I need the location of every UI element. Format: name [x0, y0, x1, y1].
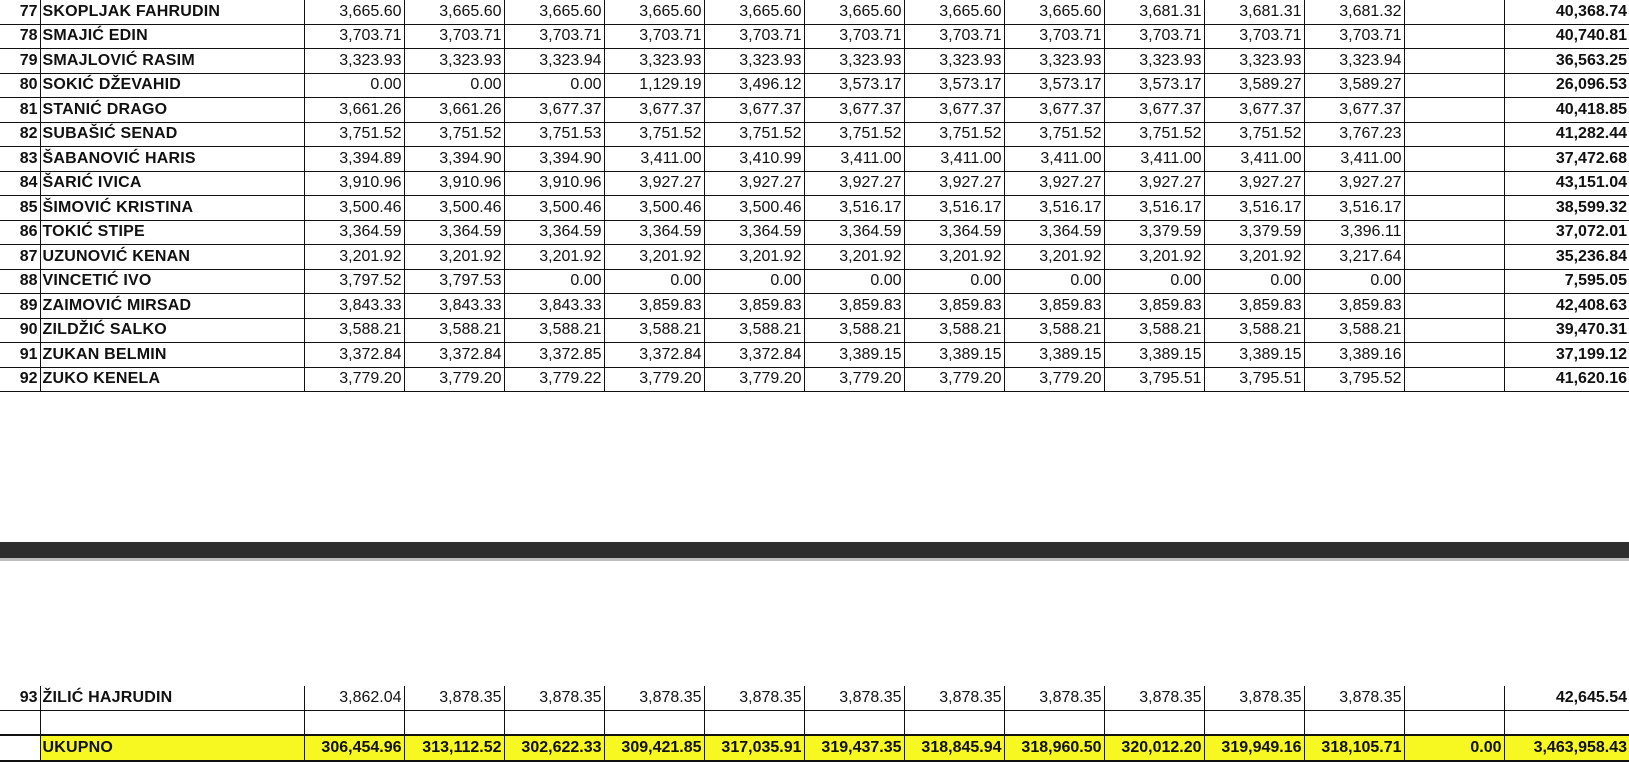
row-total: 7,595.05	[1504, 269, 1629, 294]
month-value: 3,703.71	[304, 24, 404, 49]
employee-name: STANIĆ DRAGO	[40, 98, 304, 123]
month-value	[1404, 98, 1504, 123]
month-value	[1404, 343, 1504, 368]
month-value: 3,843.33	[404, 294, 504, 319]
month-value: 3,394.89	[304, 147, 404, 172]
month-value: 3,779.22	[504, 367, 604, 392]
month-value: 3,323.94	[504, 49, 604, 74]
month-value: 3,516.17	[904, 196, 1004, 221]
month-value: 0.00	[1004, 269, 1104, 294]
table-row	[0, 122, 1629, 147]
month-value: 3,878.35	[404, 686, 504, 710]
month-value: 3,364.59	[804, 220, 904, 245]
month-value: 3,779.20	[704, 367, 804, 392]
month-value: 3,665.60	[804, 0, 904, 24]
month-value: 3,665.60	[904, 0, 1004, 24]
month-value: 0.00	[1304, 269, 1404, 294]
month-value: 3,500.46	[704, 196, 804, 221]
total-row-number-cell	[0, 735, 40, 761]
month-value: 3,751.53	[504, 122, 604, 147]
month-value: 3,411.00	[1104, 147, 1204, 172]
row-number: 82	[0, 122, 40, 147]
row-number: 81	[0, 98, 40, 123]
month-value: 3,751.52	[1004, 122, 1104, 147]
employee-name: ZILDŽIĆ SALKO	[40, 318, 304, 343]
month-value	[1404, 294, 1504, 319]
month-value: 3,779.20	[404, 367, 504, 392]
month-value: 3,364.59	[504, 220, 604, 245]
total-month-value: 318,960.50	[1004, 735, 1104, 761]
month-value: 3,588.21	[1304, 318, 1404, 343]
month-value	[1404, 367, 1504, 392]
table-row	[0, 147, 1629, 172]
month-value: 3,396.11	[1304, 220, 1404, 245]
month-value: 3,927.27	[1004, 171, 1104, 196]
month-value: 3,201.92	[604, 245, 704, 270]
month-value: 3,323.93	[604, 49, 704, 74]
month-value: 3,797.53	[404, 269, 504, 294]
month-value: 3,364.59	[404, 220, 504, 245]
month-value: 3,927.27	[904, 171, 1004, 196]
month-value: 3,677.37	[904, 98, 1004, 123]
month-value: 3,779.20	[804, 367, 904, 392]
table-row	[0, 171, 1629, 196]
month-value: 0.00	[904, 269, 1004, 294]
table-row	[0, 73, 1629, 98]
table-row	[0, 343, 1629, 368]
month-value: 3,927.27	[704, 171, 804, 196]
month-value: 3,500.46	[504, 196, 604, 221]
month-value	[1404, 318, 1504, 343]
month-value: 3,797.52	[304, 269, 404, 294]
table-row	[0, 0, 1629, 24]
table-row	[0, 196, 1629, 221]
month-value: 3,665.60	[1004, 0, 1104, 24]
employee-name: ZUKO KENELA	[40, 367, 304, 392]
employee-name: TOKIĆ STIPE	[40, 220, 304, 245]
month-value	[1404, 49, 1504, 74]
table-row	[0, 269, 1629, 294]
month-value: 3,379.59	[1204, 220, 1304, 245]
month-value: 3,661.26	[304, 98, 404, 123]
month-value: 3,389.15	[804, 343, 904, 368]
row-total: 40,368.74	[1504, 0, 1629, 24]
month-value: 3,201.92	[1004, 245, 1104, 270]
month-value: 3,323.94	[1304, 49, 1404, 74]
total-month-value: 318,105.71	[1304, 735, 1404, 761]
month-value: 3,703.71	[404, 24, 504, 49]
month-value: 3,703.71	[804, 24, 904, 49]
total-row	[0, 735, 1629, 761]
month-value: 3,364.59	[604, 220, 704, 245]
month-value: 3,751.52	[1104, 122, 1204, 147]
month-value: 3,323.93	[1104, 49, 1204, 74]
table-row	[0, 294, 1629, 319]
month-value: 3,878.35	[704, 686, 804, 710]
month-value: 3,516.17	[1204, 196, 1304, 221]
row-number: 85	[0, 196, 40, 221]
month-value: 3,751.52	[904, 122, 1004, 147]
month-value	[1404, 220, 1504, 245]
row-total: 40,740.81	[1504, 24, 1629, 49]
month-value: 3,500.46	[604, 196, 704, 221]
month-value: 3,665.60	[304, 0, 404, 24]
month-value: 0.00	[704, 269, 804, 294]
row-total: 42,408.63	[1504, 294, 1629, 319]
total-month-value: 319,437.35	[804, 735, 904, 761]
month-value: 3,779.20	[304, 367, 404, 392]
month-value: 3,910.96	[504, 171, 604, 196]
month-value: 3,677.37	[704, 98, 804, 123]
total-label: UKUPNO	[40, 735, 304, 761]
row-number: 87	[0, 245, 40, 270]
table-row	[0, 318, 1629, 343]
month-value: 3,588.21	[904, 318, 1004, 343]
table-row	[0, 98, 1629, 123]
row-number: 89	[0, 294, 40, 319]
month-value: 3,496.12	[704, 73, 804, 98]
month-value	[1404, 171, 1504, 196]
month-value: 3,665.60	[504, 0, 604, 24]
month-value: 0.00	[304, 73, 404, 98]
month-value: 0.00	[1104, 269, 1204, 294]
month-value: 3,410.99	[704, 147, 804, 172]
month-value: 3,878.35	[1304, 686, 1404, 710]
month-value: 3,859.83	[1104, 294, 1204, 319]
month-value: 3,878.35	[904, 686, 1004, 710]
empty-row	[0, 710, 1629, 735]
month-value: 3,573.17	[804, 73, 904, 98]
month-value	[1404, 73, 1504, 98]
month-value: 3,862.04	[304, 686, 404, 710]
row-number: 93	[19, 688, 38, 706]
row-number: 80	[0, 73, 40, 98]
month-value: 3,364.59	[904, 220, 1004, 245]
month-value: 3,201.92	[404, 245, 504, 270]
row-number: 88	[0, 269, 40, 294]
month-value: 3,411.00	[804, 147, 904, 172]
row-number: 83	[0, 147, 40, 172]
row-total: 36,563.25	[1504, 49, 1629, 74]
table-row-93	[0, 686, 1629, 710]
month-value: 3,779.20	[1004, 367, 1104, 392]
employee-name: SUBAŠIĆ SENAD	[40, 122, 304, 147]
month-value	[1404, 245, 1504, 270]
month-value: 3,372.84	[604, 343, 704, 368]
month-value: 3,859.83	[804, 294, 904, 319]
employee-name: ZUKAN BELMIN	[40, 343, 304, 368]
month-value: 3,661.26	[404, 98, 504, 123]
month-value: 0.00	[604, 269, 704, 294]
grand-total: 3,463,958.43	[1504, 735, 1629, 761]
row-number: 84	[0, 171, 40, 196]
month-value: 3,217.64	[1304, 245, 1404, 270]
row-number: 77	[0, 0, 40, 24]
row-number: 79	[0, 49, 40, 74]
month-value	[1404, 196, 1504, 221]
month-value: 3,364.59	[704, 220, 804, 245]
month-value: 0.00	[804, 269, 904, 294]
month-value: 3,389.15	[904, 343, 1004, 368]
month-value: 3,389.15	[1204, 343, 1304, 368]
row-number: 91	[0, 343, 40, 368]
month-value: 3,751.52	[604, 122, 704, 147]
month-value: 3,927.27	[1204, 171, 1304, 196]
month-value: 3,677.37	[1204, 98, 1304, 123]
month-value: 3,665.60	[604, 0, 704, 24]
month-value: 3,677.37	[604, 98, 704, 123]
month-value: 3,910.96	[404, 171, 504, 196]
row-total: 37,199.12	[1504, 343, 1629, 368]
month-value: 3,677.37	[1004, 98, 1104, 123]
month-value: 3,323.93	[1204, 49, 1304, 74]
total-month-value: 0.00	[1404, 735, 1504, 761]
month-value: 3,389.15	[1004, 343, 1104, 368]
month-value: 3,751.52	[804, 122, 904, 147]
employee-name: SKOPLJAK FAHRUDIN	[40, 0, 304, 24]
month-value: 3,859.83	[904, 294, 1004, 319]
month-value: 3,516.17	[1104, 196, 1204, 221]
month-value: 3,411.00	[604, 147, 704, 172]
month-value: 3,323.93	[804, 49, 904, 74]
month-value: 3,588.21	[304, 318, 404, 343]
month-value: 3,500.46	[404, 196, 504, 221]
row-total: 42,645.54	[1555, 688, 1627, 706]
table-row	[0, 367, 1629, 392]
month-value: 3,389.15	[1104, 343, 1204, 368]
month-value: 3,573.17	[1004, 73, 1104, 98]
total-month-value: 302,622.33	[504, 735, 604, 761]
month-value: 3,767.23	[1304, 122, 1404, 147]
month-value: 3,859.83	[1004, 294, 1104, 319]
row-number: 90	[0, 318, 40, 343]
month-value: 3,665.60	[404, 0, 504, 24]
month-value: 3,795.51	[1204, 367, 1304, 392]
month-value: 3,588.21	[404, 318, 504, 343]
month-value: 1,129.19	[604, 73, 704, 98]
month-value	[1404, 269, 1504, 294]
row-number: 86	[0, 220, 40, 245]
month-value: 3,751.52	[1204, 122, 1304, 147]
month-value: 3,751.52	[704, 122, 804, 147]
row-total: 38,599.32	[1504, 196, 1629, 221]
month-value: 3,703.71	[1004, 24, 1104, 49]
total-month-value: 319,949.16	[1204, 735, 1304, 761]
month-value: 3,372.84	[704, 343, 804, 368]
row-total: 35,236.84	[1504, 245, 1629, 270]
month-value: 3,588.21	[504, 318, 604, 343]
month-value: 3,201.92	[704, 245, 804, 270]
month-value: 3,364.59	[304, 220, 404, 245]
page-break-shadow	[0, 558, 1629, 561]
month-value: 3,665.60	[704, 0, 804, 24]
month-value: 3,927.27	[1104, 171, 1204, 196]
month-value: 3,379.59	[1104, 220, 1204, 245]
row-total: 37,072.01	[1504, 220, 1629, 245]
month-value	[1404, 147, 1504, 172]
month-value: 0.00	[404, 73, 504, 98]
month-value: 3,588.21	[604, 318, 704, 343]
total-month-value: 313,112.52	[404, 735, 504, 761]
month-value: 3,677.37	[504, 98, 604, 123]
month-value: 3,681.31	[1104, 0, 1204, 24]
month-value: 3,588.21	[804, 318, 904, 343]
total-month-value: 317,035.91	[704, 735, 804, 761]
month-value: 3,588.21	[1104, 318, 1204, 343]
month-value: 3,751.52	[304, 122, 404, 147]
month-value: 3,677.37	[804, 98, 904, 123]
month-value: 3,589.27	[1204, 73, 1304, 98]
employee-name: ŠARIĆ IVICA	[40, 171, 304, 196]
row-number: 92	[0, 367, 40, 392]
month-value: 3,411.00	[1204, 147, 1304, 172]
row-total: 40,418.85	[1504, 98, 1629, 123]
month-value	[1404, 24, 1504, 49]
month-value: 3,878.35	[804, 686, 904, 710]
employee-name: SMAJLOVIĆ RASIM	[40, 49, 304, 74]
month-value: 3,411.00	[904, 147, 1004, 172]
month-value: 3,927.27	[604, 171, 704, 196]
month-value: 3,703.71	[704, 24, 804, 49]
month-value: 3,681.32	[1304, 0, 1404, 24]
month-value: 3,364.59	[1004, 220, 1104, 245]
row-total: 26,096.53	[1504, 73, 1629, 98]
month-value: 3,859.83	[604, 294, 704, 319]
month-value: 3,859.83	[1304, 294, 1404, 319]
employee-name: ŠABANOVIĆ HARIS	[40, 147, 304, 172]
page-break-band	[0, 542, 1629, 558]
month-value: 0.00	[504, 73, 604, 98]
month-value: 3,394.90	[504, 147, 604, 172]
month-value: 3,573.17	[1104, 73, 1204, 98]
table-row	[0, 245, 1629, 270]
month-value: 3,795.51	[1104, 367, 1204, 392]
month-value: 3,751.52	[404, 122, 504, 147]
month-value	[1404, 0, 1504, 24]
total-month-value: 309,421.85	[604, 735, 704, 761]
month-value: 3,201.92	[1204, 245, 1304, 270]
month-value: 3,389.16	[1304, 343, 1404, 368]
month-value: 3,589.27	[1304, 73, 1404, 98]
month-value: 3,323.93	[404, 49, 504, 74]
month-value: 3,323.93	[1004, 49, 1104, 74]
month-value: 0.00	[1204, 269, 1304, 294]
month-value: 3,859.83	[1204, 294, 1304, 319]
month-value: 3,703.71	[1304, 24, 1404, 49]
employee-name: SOKIĆ DŽEVAHID	[40, 73, 304, 98]
month-value: 3,372.84	[404, 343, 504, 368]
month-value: 3,201.92	[804, 245, 904, 270]
month-value: 3,573.17	[904, 73, 1004, 98]
month-value: 3,516.17	[804, 196, 904, 221]
month-value: 3,588.21	[704, 318, 804, 343]
row-total: 37,472.68	[1504, 147, 1629, 172]
employee-name: ZAIMOVIĆ MIRSAD	[40, 294, 304, 319]
table-row	[0, 24, 1629, 49]
month-value: 3,703.71	[1104, 24, 1204, 49]
month-value: 3,677.37	[1304, 98, 1404, 123]
total-month-value: 318,845.94	[904, 735, 1004, 761]
month-value: 3,878.35	[1004, 686, 1104, 710]
month-value: 3,588.21	[1004, 318, 1104, 343]
month-value: 3,394.90	[404, 147, 504, 172]
month-value: 3,779.20	[604, 367, 704, 392]
month-value: 3,372.84	[304, 343, 404, 368]
row-total: 41,282.44	[1504, 122, 1629, 147]
employee-name: ŽILIĆ HAJRUDIN	[40, 686, 304, 710]
row-number: 78	[0, 24, 40, 49]
employee-name: UZUNOVIĆ KENAN	[40, 245, 304, 270]
month-value: 3,843.33	[504, 294, 604, 319]
row-total: 39,470.31	[1504, 318, 1629, 343]
month-value: 3,323.93	[704, 49, 804, 74]
salary-table-bottom	[0, 686, 1629, 762]
month-value: 3,910.96	[304, 171, 404, 196]
month-value: 3,927.27	[1304, 171, 1404, 196]
employee-name: ŠIMOVIĆ KRISTINA	[40, 196, 304, 221]
employee-name: SMAJIĆ EDIN	[40, 24, 304, 49]
month-value: 3,201.92	[304, 245, 404, 270]
month-value	[1404, 686, 1504, 710]
month-value: 0.00	[504, 269, 604, 294]
month-value: 3,323.93	[904, 49, 1004, 74]
month-value: 3,843.33	[304, 294, 404, 319]
month-value: 3,878.35	[1204, 686, 1304, 710]
month-value: 3,681.31	[1204, 0, 1304, 24]
table-row	[0, 220, 1629, 245]
month-value: 3,703.71	[1204, 24, 1304, 49]
month-value: 3,323.93	[304, 49, 404, 74]
month-value: 3,516.17	[1004, 196, 1104, 221]
employee-name: VINCETIĆ IVO	[40, 269, 304, 294]
month-value: 3,703.71	[604, 24, 704, 49]
month-value: 3,372.85	[504, 343, 604, 368]
month-value: 3,201.92	[904, 245, 1004, 270]
month-value: 3,411.00	[1304, 147, 1404, 172]
month-value: 3,500.46	[304, 196, 404, 221]
row-total: 43,151.04	[1504, 171, 1629, 196]
month-value: 3,878.35	[1104, 686, 1204, 710]
month-value: 3,411.00	[1004, 147, 1104, 172]
row-total: 41,620.16	[1504, 367, 1629, 392]
month-value: 3,878.35	[504, 686, 604, 710]
month-value: 3,878.35	[604, 686, 704, 710]
total-month-value: 306,454.96	[304, 735, 404, 761]
month-value: 3,927.27	[804, 171, 904, 196]
month-value: 3,859.83	[704, 294, 804, 319]
month-value: 3,201.92	[504, 245, 604, 270]
month-value	[1404, 122, 1504, 147]
month-value: 3,703.71	[504, 24, 604, 49]
month-value: 3,677.37	[1104, 98, 1204, 123]
month-value: 3,588.21	[1204, 318, 1304, 343]
month-value: 3,795.52	[1304, 367, 1404, 392]
month-value: 3,703.71	[904, 24, 1004, 49]
month-value: 3,779.20	[904, 367, 1004, 392]
total-month-value: 320,012.20	[1104, 735, 1204, 761]
month-value: 3,516.17	[1304, 196, 1404, 221]
table-row	[0, 49, 1629, 74]
month-value: 3,201.92	[1104, 245, 1204, 270]
